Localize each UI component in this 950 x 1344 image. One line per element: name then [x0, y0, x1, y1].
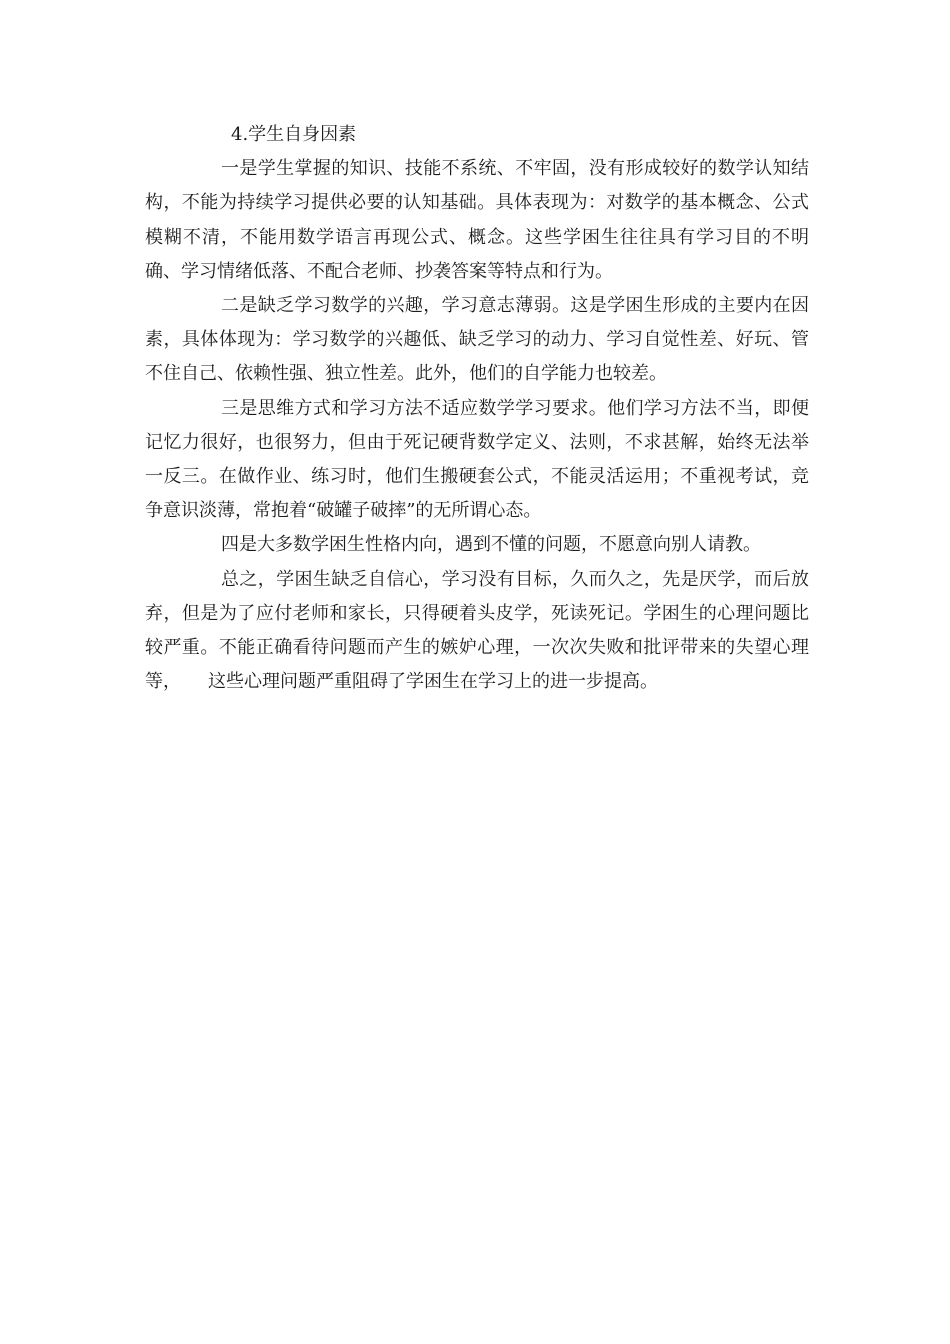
paragraph-5: 总之，学困生缺乏自信心，学习没有目标，久而久之，先是厌学，而后放弃，但是为了应付老师和家长，只得硬着头皮学，死读死记。学困生的心理问题比较严重。不能正确看待问题而产生的嫉妒心理，一次次失败和批评带来的失望心理等， 这些心理问题严重阻碍了学困生在学习上的进一步提高。 — [145, 568, 809, 693]
paragraph-4: 四是大多数学困生性格内向，遇到不懂的问题，不愿意向别人请教。 — [221, 534, 761, 556]
paragraph-1: 一是学生掌握的知识、技能不系统、不牢固，没有形成较好的数学认知结构，不能为持续学习提供必要的认知基础。具体表现为：对数学的基本概念、公式模糊不清，不能用数学语言再现公式、概念。这些学困生往往具有学习目的不明确、学习情绪低落、不配合老师、抄袭答案等特点和行为。 — [145, 158, 809, 282]
section-heading: 4.学生自身因素 — [231, 124, 357, 145]
paragraph-2: 二是缺乏学习数学的兴趣，学习意志薄弱。这是学困生形成的主要内在因素，具体体现为：学习数学的兴趣低、缺乏学习的动力、学习自觉性差、好玩、管不住自己、依赖性强、独立性差。此外，他们的自学能力也较差。 — [145, 295, 809, 385]
paragraph-3: 三是思维方式和学习方法不适应数学学习要求。他们学习方法不当，即便记忆力很好，也很努力，但由于死记硬背数学定义、法则，不求甚解，始终无法举一反三。在做作业、练习时，他们生搬硬套公式，不能灵活运用；不重视考试，竞争意识淡薄，常抱着“破罐子破摔”的无所谓心态。 — [145, 397, 809, 522]
document-body — [145, 118, 809, 699]
